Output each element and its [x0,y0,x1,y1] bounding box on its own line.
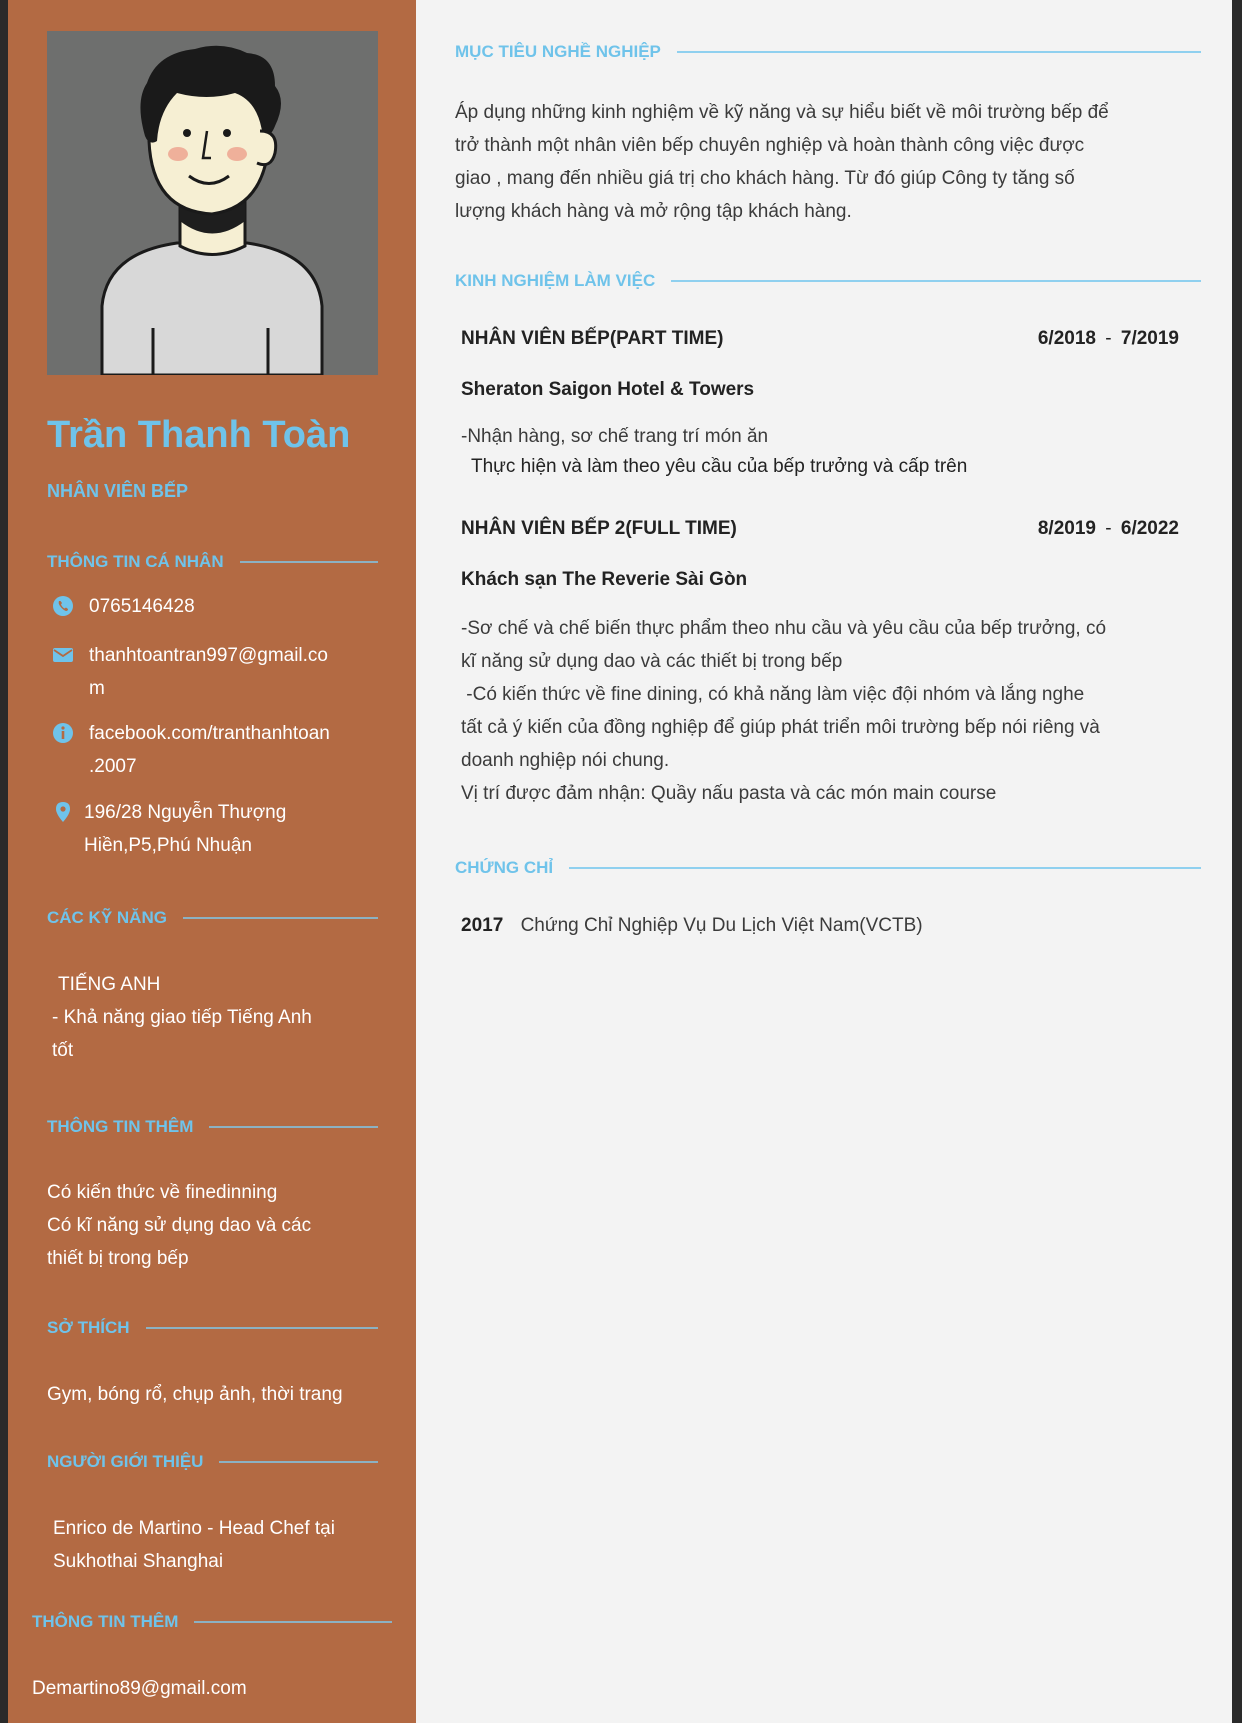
facebook-value: facebook.com/tranthanhtoan .2007 [89,723,330,777]
sidebar [8,0,416,1723]
job-description: -Sơ chế và chế biến thực phẩm theo nhu cầu và yêu cầu của bếp trưởng, có kĩ năng sử dụng dao và các thiết bị trong bếp -Có kiến thức về fine dining, có khả năng làm việc đội nhóm và lắng nghe tất cả ý kiến của đồng nghiệp để giúp phát triển môi trường bếp nói riêng và doanh nghiệp nói chung. Vị trí được đảm nhận: Quầy nấu pasta và các món main course [461,618,1107,804]
referee-email: Demartino89@gmail.com [32,1678,247,1699]
certificates-heading [455,858,1201,878]
divider [671,280,1201,282]
divider [183,917,378,919]
phone-icon [52,595,74,617]
extra-info-2-heading [32,1612,392,1632]
hobbies-title: SỞ THÍCH [47,1318,130,1337]
job-period: 8/2019 - 6/2022 [1037,518,1179,539]
candidate-name: Trần Thanh Toàn [47,414,351,456]
job-period: 6/2018 - 7/2019 [1037,328,1179,349]
referee-content: Enrico de Martino - Head Chef tại Sukhothai Shanghai [53,1518,335,1572]
company-name: Sheraton Saigon Hotel & Towers [461,379,755,400]
divider [677,51,1201,53]
phone-value: 0765146428 [89,596,195,617]
facebook-row [52,717,330,783]
personal-info-heading [47,552,378,572]
objective-title: MỤC TIÊU NGHỀ NGHIỆP [455,42,661,61]
location-pin-icon [52,801,74,823]
phone-row [52,590,195,623]
extra-info-title: THÔNG TIN THÊM [47,1117,194,1136]
avatar [47,31,378,375]
skill-description: - Khả năng giao tiếp Tiếng Anh [52,1007,312,1028]
person-illustration-icon [47,31,378,375]
divider [146,1327,378,1329]
cv-page [8,0,1232,1723]
objective-heading [455,42,1201,62]
envelope-icon [52,644,74,666]
hobbies-content: Gym, bóng rổ, chụp ảnh, thời trang [47,1384,343,1405]
address-value: 196/28 Nguyễn Thượng Hiền,P5,Phú Nhuận [84,802,287,856]
info-icon [52,722,74,744]
email-value: thanhtoantran997@gmail.co m [89,645,329,699]
divider [240,561,378,563]
divider [569,867,1201,869]
address-row [52,796,286,862]
personal-info-title: THÔNG TIN CÁ NHÂN [47,552,224,571]
skill-name: TIẾNG ANH [58,974,161,995]
certificate-item [461,915,923,937]
experience-title: KINH NGHIỆM LÀM VIỆC [455,271,656,290]
job-title: NHÂN VIÊN BẾP(PART TIME) [461,328,724,349]
extra-info-content: Có kiến thức về finedinning Có kĩ năng sử dụng dao và các thiết bị trong bếp [47,1182,312,1269]
divider [194,1621,392,1623]
job-row [461,518,1179,540]
skills-content [52,968,382,1067]
job-title: NHÂN VIÊN BẾP 2(FULL TIME) [461,518,737,539]
candidate-job-title: NHÂN VIÊN BẾP [47,481,189,501]
extra-info-2-title: THÔNG TIN THÊM [32,1612,179,1631]
job-row [461,328,1179,350]
skills-title: CÁC KỸ NĂNG [47,908,167,927]
company-name: Khách sạn The Reverie Sài Gòn [461,569,748,590]
divider [209,1126,378,1128]
skills-heading [47,908,378,928]
skill-description-cont: tốt [52,1040,74,1061]
email-row [52,639,328,705]
divider [219,1461,378,1463]
job-description: -Nhận hàng, sơ chế trang trí món ăn Thực hiện và làm theo yêu cầu của bếp trưởng và cấp trên [461,426,968,477]
hobbies-heading [47,1318,378,1338]
extra-info-heading [47,1117,378,1137]
certificates-title: CHỨNG CHỈ [455,858,554,877]
experience-heading [455,271,1201,291]
referee-title: NGƯỜI GIỚI THIỆU [47,1452,204,1471]
objective-text: Áp dụng những kinh nghiệm về kỹ năng và sự hiểu biết về môi trường bếp để trở thành một nhân viên bếp chuyên nghiệp và hoàn thành công việc được giao , mang đến nhiều giá trị cho khách hàng. Từ đó giúp Công ty tăng số lượng khách hàng và mở rộng tập khách hàng. [455,102,1109,222]
referee-heading [47,1452,378,1472]
certificate-year: 2017 [461,915,504,936]
certificate-name: Chứng Chỉ Nghiệp Vụ Du Lịch Việt Nam(VCTB) [520,915,923,936]
